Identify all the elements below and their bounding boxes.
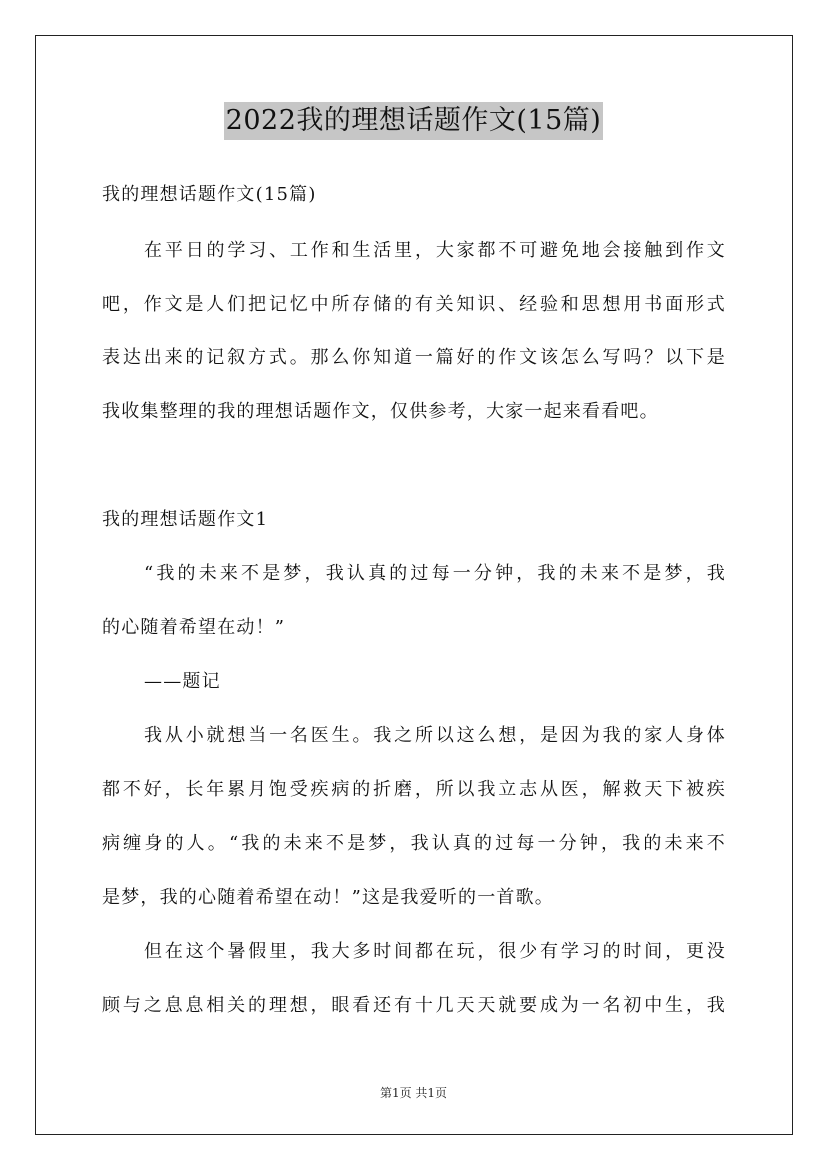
quote-line: 的心随着希望在动！” [102, 617, 286, 638]
intro-line: 在平日的学习、工作和生活里，大家都不可避免地会接触到作文 [144, 240, 726, 261]
title-container [0, 102, 827, 140]
document-title: 2022我的理想话题作文(15篇) [224, 102, 604, 140]
subtitle: 我的理想话题作文(15篇) [102, 184, 317, 205]
essay-heading: 我的理想话题作文1 [102, 509, 269, 530]
epigraph: ——题记 [144, 671, 221, 692]
page-number: 第1页 共1页 [379, 1086, 448, 1100]
paragraph-line: 顾与之息息相关的理想，眼看还有十几天天就要成为一名初中生，我 [102, 995, 726, 1016]
intro-line: 吧，作文是人们把记忆中所存储的有关知识、经验和思想用书面形式 [102, 294, 726, 315]
paragraph-line: 病缠身的人。“我的未来不是梦，我认真的过每一分钟，我的未来不 [102, 833, 726, 854]
paragraph-line: 我从小就想当一名医生。我之所以这么想，是因为我的家人身体 [144, 725, 726, 746]
intro-line: 我收集整理的我的理想话题作文，仅供参考，大家一起来看看吧。 [102, 401, 659, 422]
paragraph-line: 但在这个暑假里，我大多时间都在玩，很少有学习的时间，更没 [144, 941, 726, 962]
quote-line: “我的未来不是梦，我认真的过每一分钟，我的未来不是梦，我 [144, 563, 726, 584]
paragraph-line: 都不好，长年累月饱受疾病的折磨，所以我立志从医，解救天下被疾 [102, 779, 726, 800]
paragraph-line: 是梦，我的心随着希望在动！”这是我爱听的一首歌。 [102, 887, 554, 908]
intro-line: 表达出来的记叙方式。那么你知道一篇好的作文该怎么写吗？以下是 [102, 347, 726, 368]
